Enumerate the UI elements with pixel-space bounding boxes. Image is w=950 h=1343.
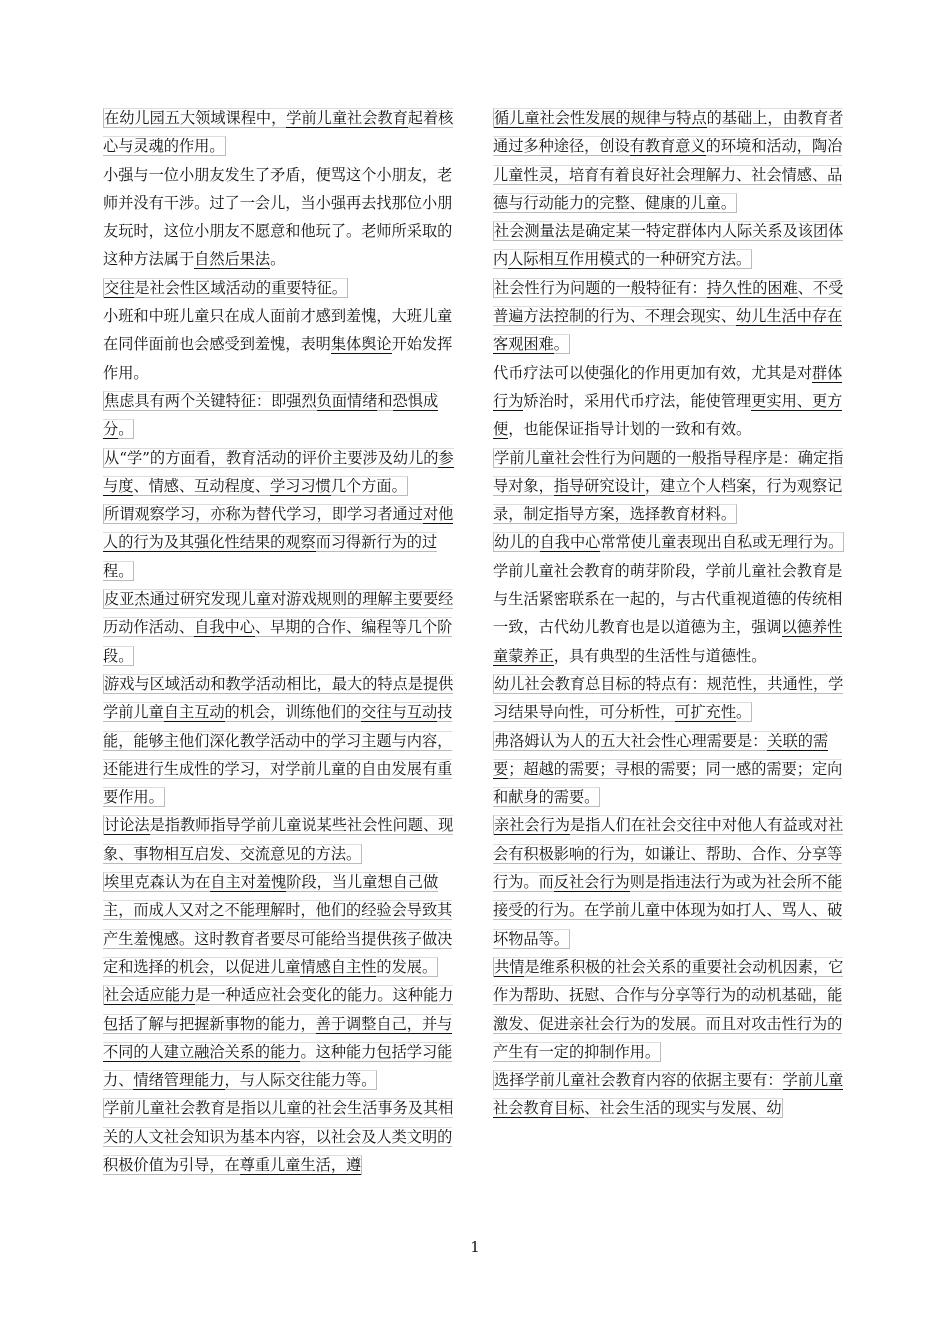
text-segment: 的发展。 <box>376 957 438 976</box>
paragraph <box>493 217 851 274</box>
answer-underline: 可扩充性 <box>675 703 736 722</box>
paragraph <box>103 104 461 161</box>
right-column <box>493 104 851 1123</box>
answer-underline: 自我中心 <box>539 533 601 552</box>
answer-underline: 情感自主性 <box>300 957 377 976</box>
answer-underline: 亲社会行为 <box>494 816 570 835</box>
text-segment: 是一种适应社会变化的能力。这种能力包括了解与把握新事物的能力， <box>103 986 454 1033</box>
answer-underline: 群体行为 <box>493 363 843 410</box>
text-segment: 起着核心与灵魂的作用。 <box>103 109 454 156</box>
text-segment: ；超越的需要；寻根的需要；同一感的需要；定向和献身的需要。 <box>493 759 843 807</box>
paragraph <box>493 557 851 670</box>
text-segment: 。 <box>736 703 752 722</box>
answer-underline: 以德养性 童蒙养正 <box>493 618 843 665</box>
text-segment: 从“学”的方面看，教育活动的评价主要涉及幼儿的 <box>104 448 439 467</box>
text-segment: 则是指违法行为或为社会所不能接受的行为。在学前儿童中体现为如打人、骂人、破坏物品等。 <box>493 873 843 948</box>
text-segment: 、早期的合作、编程等几个阶段。 <box>103 618 453 665</box>
page-number: 1 <box>470 1238 480 1256</box>
text-segment: 皮亚杰通过研究发现儿童对游戏规则的理解主要要经历动作活动、 <box>103 590 454 637</box>
text-segment: 代币疗法可以使强化的作用更加有效，尤其是对 <box>493 363 812 382</box>
answer-underline: 有教育意义 <box>629 137 706 156</box>
text-segment: 选择学前儿童社会教育内容的依据主要有： <box>494 1071 783 1090</box>
answer-underline: 学前儿童社会教育目标 <box>493 1071 844 1118</box>
text-segment: 弗洛姆认为人的五大社会性心理需要是： <box>494 731 768 750</box>
answer-underline: 循儿童社会性发展的规律与特点 <box>494 109 707 127</box>
answer-underline: 讨论法 <box>104 816 150 835</box>
text-segment: 。 <box>553 335 569 354</box>
answer-underline: 对他人的行为及其强化性结果的观察 <box>103 505 454 552</box>
paragraph <box>493 953 851 1066</box>
text-segment: 的一种研究方法。 <box>629 250 752 269</box>
text-segment: 社会测量法是确定某一特定群体内人际关系及该团体内 <box>493 222 844 269</box>
paragraph <box>103 387 461 444</box>
text-segment: ，具有典型的生活性与道德性。 <box>553 646 767 665</box>
answer-underline: 反社会行为 <box>553 873 630 892</box>
text-segment: 焦虑具有两个关键特征：即强烈 <box>104 391 317 410</box>
text-segment: 的基础上，由教育者通过多种途径，创设 <box>493 109 844 156</box>
answer-underline: 学习习惯 <box>270 476 331 495</box>
answer-underline: 持久性的困难 <box>706 278 798 297</box>
text-segment: 是指教师指导学前儿童说某些社会性问题、现象、事物相互启发、交流意见的方法。 <box>103 816 454 863</box>
answer-underline: 幼儿生活中存在客观困难 <box>493 307 843 354</box>
answer-underline: 更实用、更方便 <box>493 391 843 439</box>
text-segment: 。 <box>270 250 286 269</box>
text-segment: ，建立个人档案，行为观察记录，制定指导方案，选择教育材料。 <box>493 476 843 524</box>
answer-underline: 指导研究设计 <box>553 476 645 495</box>
text-segment: 游戏与区域活动和教学活动相比，最大的特点是提供学前儿童 <box>103 674 454 722</box>
left-column <box>103 104 461 1179</box>
text-segment: 、不受普遍方法控制的行为、不理会现实、 <box>493 278 844 326</box>
paragraph <box>493 274 851 359</box>
paragraph <box>493 1066 851 1123</box>
paragraph <box>493 359 851 444</box>
paragraph <box>103 868 461 981</box>
paragraph <box>103 981 461 1094</box>
paragraph <box>493 670 851 727</box>
text-segment: 学前儿童社会教育是指以儿童的社会生活事务及其相关的人文社会知识为基本内容，以社会及人类文明的积极价值为引导，在 <box>103 1099 454 1174</box>
paragraph <box>493 528 851 556</box>
text-segment: 、情感、互动程度、 <box>133 476 271 495</box>
paragraph <box>103 585 461 670</box>
text-segment: 的机会，训练他们的 <box>224 703 362 722</box>
text-segment: 埃里克森认为在 <box>104 873 211 892</box>
text-segment: 和 <box>377 391 393 410</box>
paragraph <box>103 811 461 868</box>
text-segment: 小强与一位小朋友发生了矛盾，便骂这个小朋友，老师并没有干涉。过了一会儿，当小强再去找那位小朋友玩时，这位小朋友不愿意和他玩了。老师所采取的这种方法属于 <box>103 165 453 269</box>
text-segment: 学前儿童社会性行为问题的一般指导程序是：确定指导对象， <box>493 448 844 495</box>
text-segment: 幼儿的 <box>494 533 540 552</box>
text-segment: ，与人际交往能力等。 <box>224 1071 377 1090</box>
answer-underline: 自主互动 <box>163 703 225 722</box>
text-segment: 的环境和活动，陶冶儿童性灵，培育有着良好社会理解力、社会情感、品德与行动能力的完整、健康的儿童。 <box>493 137 843 212</box>
text-segment: 技能，能够主他们深化教学活动中的学习主题与内容，还能进行生成性的学习，对学前儿童的自由发展有重要作用。 <box>103 703 453 807</box>
paragraph <box>103 302 461 387</box>
text-segment: 小班和中班儿童只在成人面前才感到羞愧，大班儿童在同伴面前也会感受到羞愧，表明 <box>103 307 453 354</box>
answer-underline: 自主对羞愧 <box>210 873 287 892</box>
paragraph <box>103 274 461 302</box>
paragraph <box>103 500 461 585</box>
answer-underline: 恐惧成分 <box>103 391 439 439</box>
text-segment: 几个方面。 <box>330 476 407 495</box>
text-segment: 常常使儿童表现出自私或无理行为。 <box>600 533 844 552</box>
answer-underline: 尊重儿童生活，遵 <box>239 1155 362 1174</box>
text-segment: ，也能保证指导计划的一致和有效。 <box>508 420 752 439</box>
text-segment: 是社会性区域活动的重要特征。 <box>134 278 347 297</box>
answer-underline: 善于调整自己，并与不同的人建立融洽关系的能力 <box>103 1014 453 1061</box>
text-segment: 在幼儿园五大领域课程中， <box>104 109 287 127</box>
answer-underline: 自然后果法 <box>194 250 271 269</box>
text-segment: 是指人们在社会交往中对他人有益或对社会有积极影响的行为，如谦让、帮助、合作、分享等行为。而 <box>493 816 844 892</box>
text-segment: 所谓观察学习，亦称为替代学习，即学习者通过 <box>104 505 423 524</box>
answer-underline: 关联的需要 <box>493 731 829 778</box>
text-segment: 阶段，当儿童想自己做主，而成人又对之不能理解时，他们的经验会导致其产生羞愧感。这时教育者要尽可能给当提供孩子做决定和选择的机会，以促进儿童 <box>103 873 453 976</box>
answer-underline: 集体舆论 <box>330 335 392 354</box>
answer-underline: 交往 <box>104 278 135 297</box>
answer-underline: 社会适应能力 <box>104 986 196 1005</box>
text-segment: 、社会生活的现实与发展、幼 <box>584 1099 782 1118</box>
text-segment: 是维系积极的社会关系的重要社会动机因素，它作为帮助、抚慰、合作与分享等行为的动机基础，能激发、促进亲社会行为的发展。而且对攻击性行为的产生有一定的抑制作用。 <box>493 957 844 1061</box>
answer-underline: 自我中心 <box>194 618 255 637</box>
text-segment: 学前儿童社会教育的萌芽阶段，学前儿童社会教育是与生活紧密联系在一起的，与古代重视道德的传统相一致，古代幼儿教育也是以道德为主，强调 <box>493 561 843 637</box>
answer-underline: 学前儿童社会教育 <box>286 109 408 127</box>
paragraph <box>103 161 461 274</box>
paragraph <box>103 444 461 501</box>
text-segment: 。这种能力包括学习能力、 <box>103 1042 453 1090</box>
text-segment: 幼儿社会教育总目标的特点有：规范性，共通性，学习结果导向性，可分析性， <box>493 674 844 722</box>
paragraph <box>493 727 851 812</box>
answer-underline: 共情 <box>494 957 525 976</box>
text-segment: 社会性行为问题的一般特征有： <box>494 278 707 297</box>
text-segment: 开始发挥作用。 <box>103 335 453 382</box>
paragraph <box>493 444 851 529</box>
answer-underline: 人际相互作用模式 <box>508 250 630 269</box>
paragraph <box>103 1094 461 1179</box>
paragraph <box>103 670 461 811</box>
paragraph <box>493 811 851 952</box>
text-segment: 。 <box>118 420 134 439</box>
text-segment: 矫治时，采用代币疗法，能使管理 <box>523 391 752 410</box>
answer-underline: 交往与互动 <box>361 703 438 722</box>
text-segment: 而习得新行为的过程。 <box>103 533 438 580</box>
answer-underline: 情绪管理能力 <box>133 1071 225 1090</box>
paragraph <box>493 104 851 217</box>
answer-underline: 参与度 <box>103 448 454 495</box>
answer-underline: 负面情绪 <box>316 391 378 410</box>
